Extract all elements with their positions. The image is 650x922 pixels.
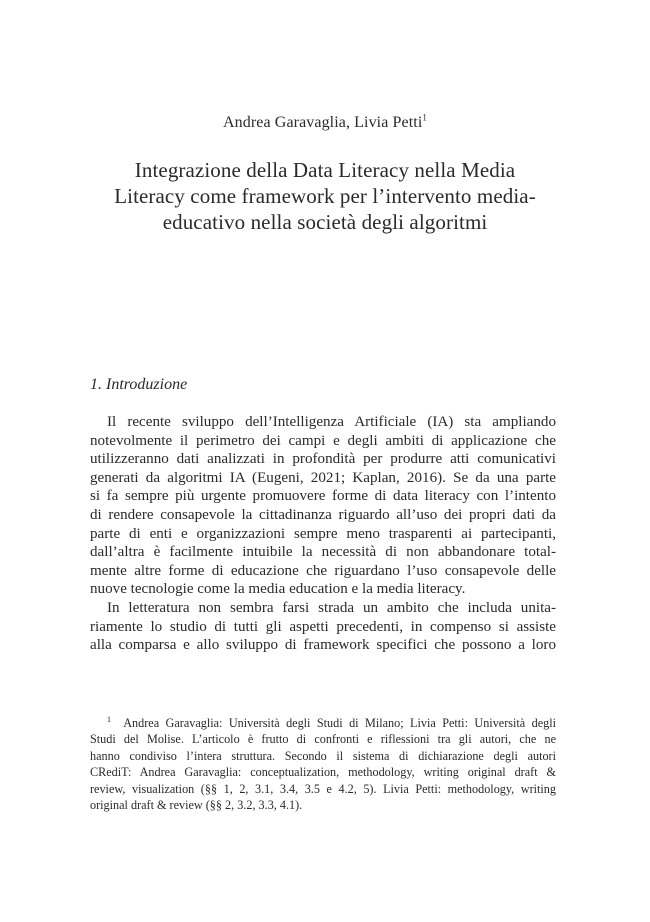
body-line: nuove tecnologie come la media education e la media literacy.	[90, 581, 466, 598]
author-footnote-marker[interactable]: 1	[422, 112, 427, 123]
footnote-text: Andrea Garavaglia: Università degli Studi di Milano; Livia Petti: Università degli	[123, 716, 556, 730]
body-line: In letteratura non sembra farsi strada un ambito che includa unita-	[107, 599, 556, 616]
body-line: si fa sempre più urgente promuovere forme di data literacy con l’intento	[90, 488, 556, 505]
author-names: Andrea Garavaglia, Livia Petti	[223, 114, 423, 131]
footnote-line: review, visualization (§§ 1, 2, 3.1, 3.4, 3.5 e 4.2, 5). Livia Petti: methodology, writing	[90, 781, 556, 796]
author-line	[0, 113, 650, 133]
footnote-line	[90, 715, 556, 731]
section-heading: 1. Introduzione	[90, 376, 188, 393]
body-line: generati da algoritmi IA (Eugeni, 2021; Kaplan, 2016). Se da una parte	[90, 469, 556, 486]
body-line: alla comparsa e allo sviluppo di framework specifici che possono a loro	[90, 637, 556, 654]
title-line: educativo nella società degli algoritmi	[162, 210, 488, 234]
body-line: parte di enti e organizzazioni sempre meno trasparenti ai partecipanti,	[90, 525, 556, 542]
title-line: Literacy come framework per l’intervento media-	[114, 184, 536, 208]
footnote-line: hanno condiviso l’intera struttura. Secondo il sistema di dichiarazione degli autori	[90, 748, 556, 763]
footnote-line: Studi del Molise. L’articolo è frutto di confronti e riflessioni tra gli autori, che ne	[90, 732, 556, 747]
chapter-title	[80, 157, 570, 235]
footnote	[90, 715, 556, 813]
body-line: utilizzeranno dati analizzati in profondità per produrre atti comunicativi	[90, 451, 556, 468]
body-line: di rendere consapevole la cittadinanza riguardo all’uso dei propri dati da	[90, 506, 556, 523]
body-line: riamente lo studio di tutti gli aspetti precedenti, in compenso si assiste	[90, 618, 556, 635]
footnote-marker: 1	[107, 715, 111, 724]
footnote-line: original draft & review (§§ 2, 3.2, 3.3, 4.1).	[90, 798, 303, 813]
body-line: notevolmente il perimetro dei campi e degli ambiti di applicazione che	[90, 432, 556, 449]
body-line: mente altre forme di educazione che riguardano l’uso consapevole delle	[90, 562, 556, 579]
body-paragraphs	[90, 413, 556, 655]
footnote-line: CRediT: Andrea Garavaglia: conceptualization, methodology, writing original draft &	[90, 765, 556, 780]
body-line: dall’altra è facilmente intuibile la necessità di non abbandonare total-	[90, 544, 556, 561]
body-line: Il recente sviluppo dell’Intelligenza Artificiale (IA) sta ampliando	[107, 414, 556, 430]
title-line: Integrazione della Data Literacy nella Media	[134, 158, 516, 182]
